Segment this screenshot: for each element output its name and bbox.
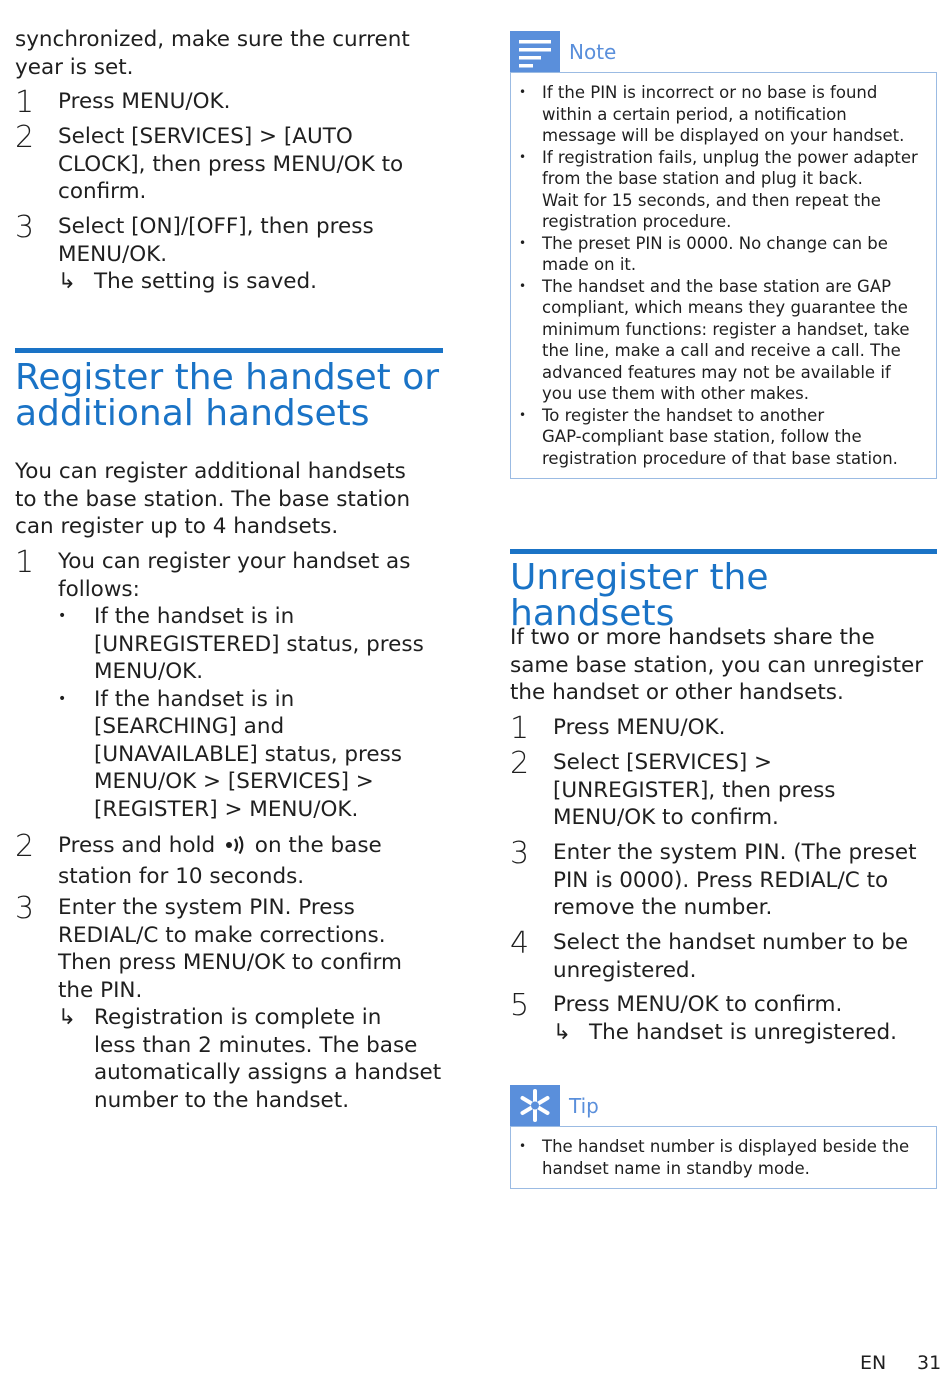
step-number: 2 bbox=[15, 829, 35, 864]
paging-icon bbox=[224, 835, 246, 863]
result-text: The setting is saved. bbox=[94, 269, 318, 294]
list-item bbox=[58, 686, 443, 824]
list-item bbox=[519, 405, 930, 470]
intro-line: to the base station. The base station bbox=[15, 486, 411, 512]
step-text: Press and hold bbox=[58, 833, 216, 858]
step-line: CLOCK], then press MENU/OK to bbox=[58, 151, 404, 177]
step-line: Press MENU/OK to confirm. bbox=[553, 992, 843, 1017]
section-title-line: additional handsets bbox=[15, 393, 370, 434]
bullet-line: [UNREGISTERED] status, press bbox=[94, 631, 424, 657]
step-line: REDIAL/C to make corrections. bbox=[58, 922, 386, 948]
step-line: You can register your handset as bbox=[58, 549, 411, 574]
step-line: MENU/OK. bbox=[58, 241, 168, 267]
unregister-step-4 bbox=[510, 926, 937, 984]
step-number: 3 bbox=[510, 836, 530, 871]
result-arrow-icon: ↳ bbox=[58, 1005, 77, 1030]
intro-line: synchronized, make sure the current bbox=[15, 27, 410, 52]
step-number: 1 bbox=[15, 85, 35, 120]
list-item bbox=[519, 276, 930, 405]
note-line: registration procedure of that base station. bbox=[542, 448, 898, 468]
register-intro bbox=[15, 458, 443, 541]
intro-line: year is set. bbox=[15, 54, 134, 80]
clock-step-1 bbox=[15, 85, 443, 120]
step-number: 5 bbox=[510, 988, 530, 1023]
tip-header bbox=[510, 1085, 937, 1126]
result-line: less than 2 minutes. The base bbox=[94, 1032, 418, 1058]
list-item bbox=[519, 82, 930, 147]
step-line: follows: bbox=[58, 576, 140, 602]
step-line: the PIN. bbox=[58, 977, 143, 1003]
tip-label: Tip bbox=[569, 1094, 599, 1118]
bullet-line: If the handset is in bbox=[94, 686, 295, 712]
step-number: 3 bbox=[15, 210, 35, 245]
step-line: confirm. bbox=[58, 179, 147, 204]
clock-intro bbox=[15, 26, 443, 81]
step-line: PIN is 0000). Press REDIAL/C to bbox=[553, 867, 889, 893]
section-divider bbox=[510, 549, 937, 554]
clock-step-3 bbox=[15, 210, 443, 296]
step-text: on the base bbox=[254, 833, 382, 858]
result-line: Registration is complete in bbox=[94, 1005, 382, 1030]
note-lines-icon bbox=[510, 31, 560, 72]
note-line: made on it. bbox=[542, 255, 637, 274]
note-line: registration procedure. bbox=[542, 212, 732, 231]
section-divider bbox=[15, 348, 443, 353]
register-step-3 bbox=[15, 891, 443, 1114]
step-line: Enter the system PIN. Press bbox=[58, 895, 355, 920]
bullet-icon: • bbox=[519, 278, 527, 293]
unregister-step-1 bbox=[510, 711, 937, 746]
note-line: The handset and the base station are GAP bbox=[542, 276, 892, 296]
register-step-1 bbox=[15, 545, 443, 823]
list-item bbox=[519, 233, 930, 276]
footer-language: EN bbox=[860, 1352, 887, 1374]
note-line: GAP-compliant base station, follow the bbox=[542, 427, 862, 446]
register-result bbox=[58, 1004, 443, 1114]
bullet-icon: • bbox=[519, 149, 527, 164]
bullet-icon: • bbox=[519, 407, 527, 422]
intro-line: If two or more handsets share the bbox=[510, 625, 875, 650]
section-title-line: Unregister the handsets bbox=[510, 557, 769, 634]
intro-line: the handset or other handsets. bbox=[510, 680, 844, 705]
step-line: station for 10 seconds. bbox=[58, 863, 305, 889]
note-body bbox=[510, 72, 937, 479]
bullet-icon: • bbox=[519, 85, 527, 99]
tip-line: The handset number is displayed beside the bbox=[542, 1137, 910, 1156]
intro-line: You can register additional handsets bbox=[15, 459, 406, 484]
clock-step-2 bbox=[15, 120, 443, 206]
step-number: 3 bbox=[15, 891, 35, 926]
note-line: the line, make a call and receive a call. The bbox=[542, 341, 901, 360]
unregister-step-3 bbox=[510, 836, 937, 922]
note-line: advanced features may not be available if bbox=[542, 362, 891, 382]
step-line: unregistered. bbox=[553, 957, 697, 983]
tip-asterisk-icon bbox=[510, 1085, 560, 1126]
intro-line: same base station, you can unregister bbox=[510, 652, 924, 678]
section-title-line: Register the handset or bbox=[15, 357, 440, 398]
step-line: Press MENU/OK. bbox=[553, 715, 726, 740]
note-line: To register the handset to another bbox=[542, 405, 825, 425]
step-line: Select the handset number to be bbox=[553, 930, 909, 955]
step-number: 1 bbox=[15, 545, 35, 580]
step-line: Select [SERVICES] > [AUTO bbox=[58, 124, 353, 149]
bullet-line: [REGISTER] > MENU/OK. bbox=[94, 796, 359, 822]
note-label: Note bbox=[569, 40, 617, 64]
unregister-step-2 bbox=[510, 746, 937, 832]
list-item bbox=[58, 603, 443, 686]
list-item bbox=[519, 1136, 930, 1179]
step-number: 2 bbox=[15, 120, 35, 155]
tip-box bbox=[510, 1085, 937, 1189]
note-line: Wait for 15 seconds, and then repeat the bbox=[542, 190, 881, 210]
note-line: within a certain period, a notification bbox=[542, 104, 847, 124]
unregister-result bbox=[553, 1019, 937, 1047]
tip-body bbox=[510, 1126, 937, 1189]
register-title bbox=[15, 357, 443, 434]
note-box bbox=[510, 31, 937, 479]
unregister-title bbox=[510, 557, 937, 634]
step-number: 2 bbox=[510, 746, 530, 781]
step-line: Press MENU/OK. bbox=[58, 89, 231, 114]
register-step-2 bbox=[15, 829, 443, 890]
step-line: remove the number. bbox=[553, 895, 773, 920]
bullet-line: [SEARCHING] and bbox=[94, 714, 285, 739]
step-line: [UNREGISTER], then press bbox=[553, 777, 836, 803]
bullet-icon: • bbox=[58, 608, 67, 624]
note-line: compliant, which means they guarantee the bbox=[542, 298, 908, 317]
step-line: Then press MENU/OK to confirm bbox=[58, 950, 402, 975]
step-line: MENU/OK to confirm. bbox=[553, 805, 779, 830]
step-number: 4 bbox=[510, 926, 530, 961]
step-line: Select [ON]/[OFF], then press bbox=[58, 214, 374, 239]
clock-result bbox=[58, 268, 443, 296]
result-line: automatically assigns a handset bbox=[94, 1060, 442, 1085]
result-line: number to the handset. bbox=[94, 1087, 350, 1113]
result-text: The handset is unregistered. bbox=[589, 1019, 898, 1045]
unregister-step-5 bbox=[510, 988, 937, 1046]
result-arrow-icon: ↳ bbox=[58, 269, 77, 294]
bullet-line: If the handset is in bbox=[94, 604, 295, 629]
step-number: 1 bbox=[510, 711, 530, 746]
note-line: you use them with other makes. bbox=[542, 384, 810, 403]
note-header bbox=[510, 31, 937, 72]
step-line bbox=[58, 832, 443, 863]
note-line: message will be displayed on your handset. bbox=[542, 126, 905, 145]
unregister-intro bbox=[510, 624, 937, 707]
bullet-line: [UNAVAILABLE] status, press bbox=[94, 741, 403, 767]
result-arrow-icon: ↳ bbox=[553, 1019, 572, 1045]
step-line: Select [SERVICES] > bbox=[553, 750, 773, 775]
bullet-icon: • bbox=[519, 1139, 527, 1153]
note-line: If the PIN is incorrect or no base is found bbox=[542, 83, 878, 102]
bullet-icon: • bbox=[58, 690, 67, 707]
step-line: Enter the system PIN. (The preset bbox=[553, 840, 917, 865]
note-line: minimum functions: register a handset, take bbox=[542, 319, 910, 339]
page-number: 31 bbox=[917, 1352, 942, 1374]
bullet-line: MENU/OK > [SERVICES] > bbox=[94, 769, 374, 794]
note-line: from the base station and plug it back. bbox=[542, 169, 863, 188]
list-item bbox=[519, 147, 930, 233]
bullet-line: MENU/OK. bbox=[94, 659, 204, 684]
bullet-icon: • bbox=[519, 235, 527, 250]
intro-line: can register up to 4 handsets. bbox=[15, 514, 339, 539]
note-line: The preset PIN is 0000. No change can be bbox=[542, 233, 888, 253]
tip-line: handset name in standby mode. bbox=[542, 1158, 810, 1178]
note-line: If registration fails, unplug the power adapter bbox=[542, 147, 918, 167]
